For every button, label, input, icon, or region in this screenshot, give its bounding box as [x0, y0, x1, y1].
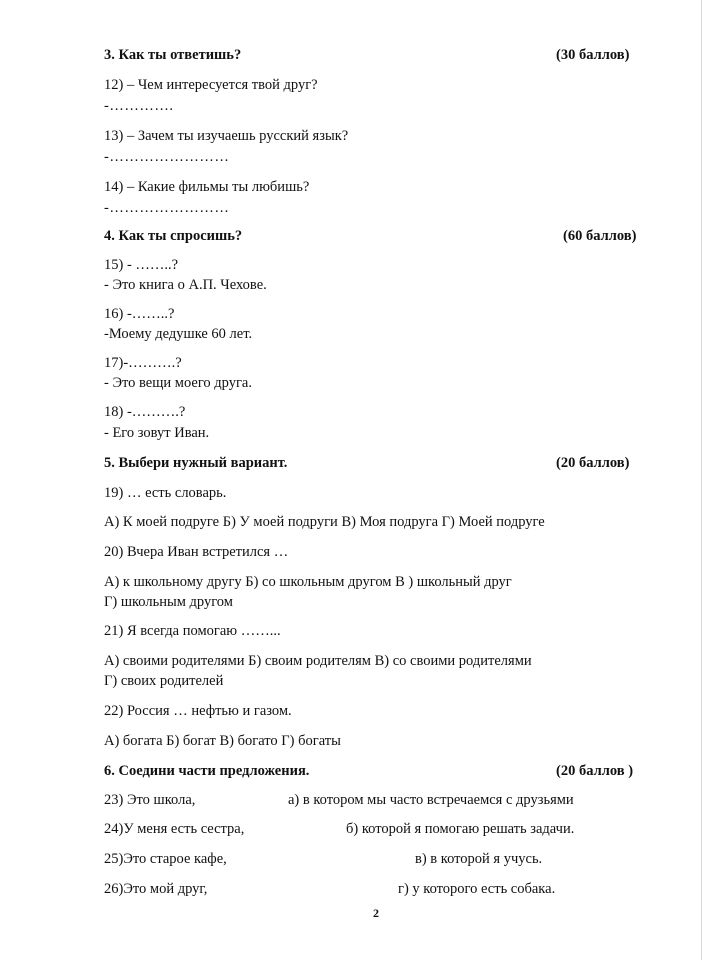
answer-15: - Это книга о А.П. Чехове. [104, 277, 267, 293]
question-14: 14) – Какие фильмы ты любишь? [104, 179, 310, 195]
section-6-points: (20 баллов ) [556, 763, 634, 779]
answer-17: - Это вещи моего друга. [104, 375, 252, 391]
answer-18: - Его зовут Иван. [104, 425, 210, 441]
match-left-26: 26)Это мой друг, [104, 881, 208, 897]
question-21: 21) Я всегда помогаю ……... [104, 623, 281, 639]
section-4-points: (60 баллов) [563, 228, 637, 244]
match-left-23: 23) Это школа, [104, 792, 196, 808]
match-left-25: 25)Это старое кафе, [104, 851, 227, 867]
question-15: 15) - ……..? [104, 257, 179, 273]
question-20: 20) Вчера Иван встретился … [104, 544, 289, 560]
match-right-g: г) у которого есть собака. [398, 881, 556, 897]
section-3-title: 3. Как ты ответишь? [104, 47, 242, 63]
section-3-points: (30 баллов) [556, 47, 630, 63]
section-5-points: (20 баллов) [556, 455, 630, 471]
question-12: 12) – Чем интересуется твой друг? [104, 77, 318, 93]
options-19: А) К моей подруге Б) У моей подруги В) Моя подруга Г) Моей подруге [104, 514, 545, 530]
question-17: 17)-……….? [104, 355, 182, 371]
options-21: А) своими родителями Б) своим родителям В) со своими родителями [104, 653, 532, 669]
question-16: 16) -……..? [104, 306, 175, 322]
match-right-b: б) которой я помогаю решать задачи. [346, 821, 575, 837]
answer-line-14: -…………………… [104, 200, 230, 216]
options-20-cont: Г) школьным другом [104, 594, 233, 610]
answer-line-13: -…………………… [104, 149, 230, 165]
section-6-title: 6. Соедини части предложения. [104, 763, 310, 779]
answer-line-12: -…………. [104, 98, 174, 114]
options-21-cont: Г) своих родителей [104, 673, 224, 689]
match-left-24: 24)У меня есть сестра, [104, 821, 245, 837]
answer-16: -Моему дедушке 60 лет. [104, 326, 253, 342]
question-19: 19) … есть словарь. [104, 485, 227, 501]
options-22: А) богата Б) богат В) богато Г) богаты [104, 733, 341, 749]
match-right-v: в) в которой я учусь. [415, 851, 543, 867]
question-13: 13) – Зачем ты изучаешь русский язык? [104, 128, 349, 144]
question-18: 18) -……….? [104, 404, 186, 420]
options-20: А) к школьному другу Б) со школьным другом В ) школьный друг [104, 574, 512, 590]
question-22: 22) Россия … нефтью и газом. [104, 703, 292, 719]
page-number: 2 [373, 906, 379, 920]
match-right-a: а) в котором мы часто встречаемся с друзьями [288, 792, 574, 808]
section-5-title: 5. Выбери нужный вариант. [104, 455, 288, 471]
section-4-title: 4. Как ты спросишь? [104, 228, 243, 244]
